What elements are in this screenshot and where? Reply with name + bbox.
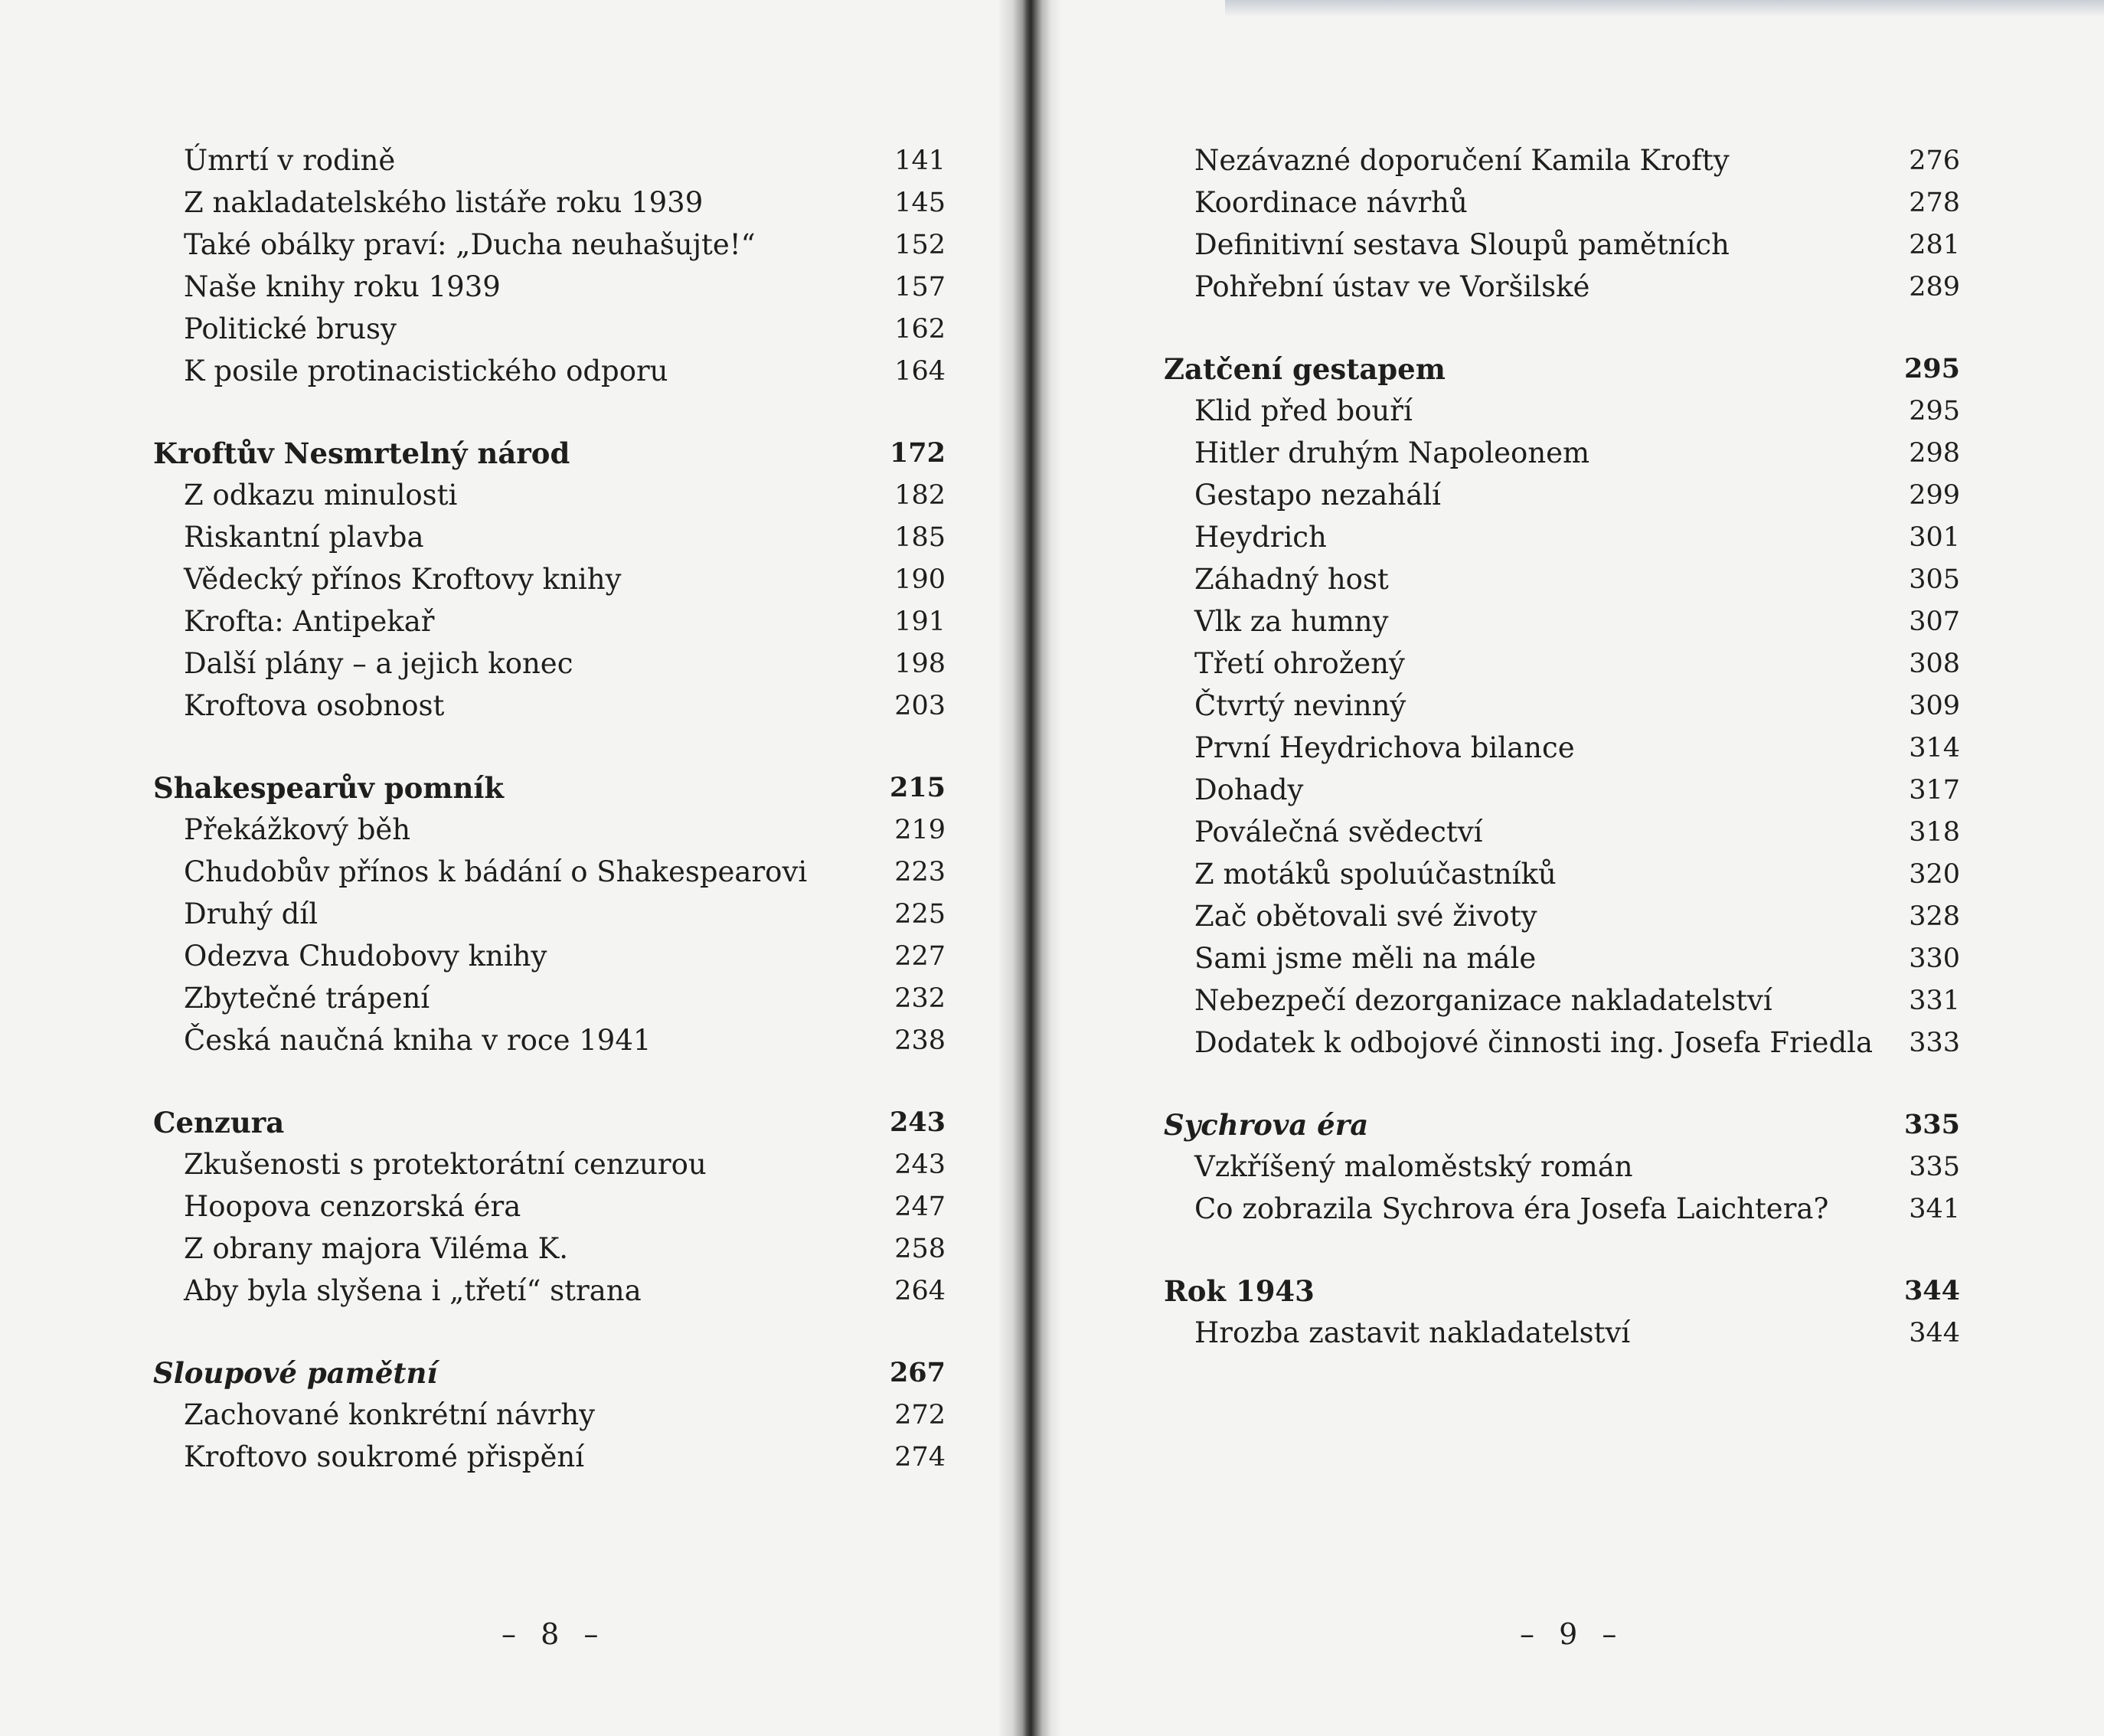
toc-entry	[1164, 1146, 1960, 1188]
toc-page-number: 223	[894, 857, 946, 888]
toc-title: Nezávazné doporučení Kamila Krofty	[1194, 144, 1730, 177]
toc-title: Rok 1943	[1164, 1274, 1315, 1308]
toc-title: Čtvrtý nevinný	[1194, 689, 1406, 722]
toc-page-number: 243	[889, 1107, 946, 1138]
toc-entry	[153, 936, 946, 978]
toc-title: Sloupové pamětní	[153, 1356, 438, 1390]
toc-title: Definitivní sestava Sloupů pamětních	[1194, 228, 1730, 261]
toc-entry	[1164, 433, 1960, 475]
toc-page-number: 198	[894, 649, 946, 679]
toc-page-number: 182	[894, 480, 946, 511]
toc-title: Hitler druhým Napoleonem	[1194, 436, 1590, 469]
toc-entry	[1164, 854, 1960, 896]
toc-title: Vědecký přínos Kroftovy knihy	[184, 563, 622, 596]
toc-right	[1164, 140, 1960, 1355]
toc-entry	[1164, 1313, 1960, 1355]
toc-page-number: 185	[894, 522, 946, 553]
toc-page-number: 328	[1909, 901, 1960, 932]
toc-page-number: 309	[1909, 691, 1960, 721]
toc-title: Dodatek k odbojové činnosti ing. Josefa Friedla	[1194, 1026, 1874, 1059]
toc-page-number: 330	[1909, 943, 1960, 974]
toc-page-number: 298	[1909, 438, 1960, 469]
toc-page-number: 264	[894, 1276, 946, 1306]
toc-title: Zatčení gestapem	[1164, 352, 1446, 386]
toc-title: Překážkový běh	[184, 813, 411, 846]
toc-entry	[1164, 770, 1960, 812]
toc-page-number: 320	[1909, 859, 1960, 890]
toc-title: Politické brusy	[184, 312, 397, 345]
toc-chapter	[1164, 348, 1960, 391]
toc-title: Poválečná svědectví	[1194, 816, 1483, 848]
toc-title: Sychrova éra	[1164, 1108, 1369, 1142]
toc-title: Naše knihy roku 1939	[184, 270, 501, 303]
toc-entry	[153, 1186, 946, 1228]
toc-title: Zbytečné trápení	[184, 982, 430, 1015]
toc-title: Také obálky praví: „Ducha neuhašujte!“	[184, 228, 756, 261]
toc-page-number: 258	[894, 1234, 946, 1264]
toc-entry	[153, 517, 946, 559]
toc-title: Vlk za humny	[1194, 605, 1389, 638]
toc-page-number: 190	[894, 564, 946, 595]
toc-entry	[1164, 938, 1960, 980]
toc-page-number: 289	[1909, 272, 1960, 302]
toc-title: Riskantní plavba	[184, 521, 424, 554]
toc-chapter	[1164, 1104, 1960, 1146]
toc-entry	[153, 140, 946, 182]
toc-chapter	[1164, 1270, 1960, 1313]
toc-entry	[153, 1437, 946, 1479]
toc-left	[153, 140, 946, 1479]
toc-page-number: 299	[1909, 480, 1960, 511]
toc-title: Záhadný host	[1194, 563, 1389, 596]
toc-entry	[153, 266, 946, 309]
toc-chapter	[153, 433, 946, 475]
toc-page-number: 305	[1909, 564, 1960, 595]
toc-entry	[153, 809, 946, 852]
toc-page-number: 276	[1909, 145, 1960, 176]
toc-page-number: 281	[1909, 230, 1960, 260]
toc-entry	[153, 1144, 946, 1186]
toc-title: Sami jsme měli na mále	[1194, 942, 1537, 975]
toc-page-number: 162	[894, 314, 946, 345]
toc-title: Pohřební ústav ve Voršilské	[1194, 270, 1590, 303]
toc-title: Úmrtí v rodině	[184, 144, 396, 177]
page-number-left: – 8 –	[501, 1617, 606, 1651]
toc-title: Gestapo nezahálí	[1194, 479, 1441, 512]
toc-page-number: 308	[1909, 649, 1960, 679]
toc-page-number: 247	[894, 1192, 946, 1222]
toc-title: Heydrich	[1194, 521, 1327, 554]
toc-chapter	[153, 1102, 946, 1144]
toc-title: Hrozba zastavit nakladatelství	[1194, 1316, 1631, 1349]
toc-page-number: 335	[1903, 1109, 1960, 1140]
toc-title: První Heydrichova bilance	[1194, 731, 1575, 764]
toc-title: Zachované konkrétní návrhy	[184, 1398, 596, 1431]
toc-title: K posile protinacistického odporu	[184, 355, 668, 387]
toc-entry	[153, 685, 946, 727]
toc-entry	[1164, 727, 1960, 770]
toc-page-number: 272	[894, 1400, 946, 1430]
book-gutter	[999, 0, 1060, 1736]
toc-chapter	[153, 767, 946, 809]
page-number-right: – 9 –	[1520, 1617, 1625, 1651]
toc-entry	[153, 309, 946, 351]
toc-title: Z odkazu minulosti	[184, 479, 458, 512]
toc-entry	[153, 182, 946, 224]
toc-entry	[1164, 266, 1960, 309]
toc-title: Dohady	[1194, 773, 1304, 806]
toc-entry	[1164, 475, 1960, 517]
toc-entry	[153, 1270, 946, 1313]
toc-page-number: 295	[1903, 353, 1960, 384]
toc-entry	[153, 475, 946, 517]
toc-entry	[153, 224, 946, 266]
toc-title: Odezva Chudobovy knihy	[184, 940, 547, 973]
toc-page-number: 314	[1909, 733, 1960, 763]
toc-page-number: 164	[894, 356, 946, 387]
toc-page-number: 215	[889, 772, 946, 803]
toc-entry	[1164, 980, 1960, 1022]
toc-title: Vzkříšený maloměstský román	[1194, 1150, 1633, 1183]
toc-page-number: 344	[1903, 1275, 1960, 1306]
toc-chapter	[153, 1352, 946, 1394]
toc-entry	[153, 1228, 946, 1270]
toc-entry	[1164, 643, 1960, 685]
toc-page-number: 145	[894, 188, 946, 218]
toc-page-number: 341	[1909, 1194, 1960, 1224]
toc-page-number: 219	[894, 815, 946, 845]
toc-entry	[1164, 517, 1960, 559]
toc-entry	[1164, 896, 1960, 938]
toc-entry	[153, 351, 946, 393]
toc-entry	[153, 852, 946, 894]
toc-page-number: 232	[894, 983, 946, 1014]
toc-entry	[153, 643, 946, 685]
toc-title: Česká naučná kniha v roce 1941	[184, 1024, 652, 1057]
toc-page-number: 278	[1909, 188, 1960, 218]
toc-title: Zač obětovali své životy	[1194, 900, 1537, 933]
toc-title: Kroftův Nesmrtelný národ	[153, 436, 570, 470]
toc-title: Klid před bouří	[1194, 394, 1413, 427]
toc-page-number: 157	[894, 272, 946, 302]
toc-title: Krofta: Antipekař	[184, 605, 435, 638]
toc-page-number: 203	[894, 691, 946, 721]
toc-page-number: 238	[894, 1025, 946, 1056]
toc-title: Chudobův přínos k bádání o Shakespearovi	[184, 855, 808, 888]
toc-entry	[153, 559, 946, 601]
toc-title: Co zobrazila Sychrova éra Josefa Laichtera?	[1194, 1192, 1829, 1225]
toc-page-number: 225	[894, 899, 946, 930]
toc-page-number: 307	[1909, 606, 1960, 637]
toc-title: Aby byla slyšena i „třetí“ strana	[184, 1274, 642, 1307]
toc-entry	[1164, 391, 1960, 433]
toc-title: Zkušenosti s protektorátní cenzurou	[184, 1148, 707, 1181]
toc-title: Další plány – a jejich konec	[184, 647, 573, 680]
toc-page-number: 344	[1909, 1318, 1960, 1349]
scan-edge	[1225, 0, 2104, 17]
toc-entry	[1164, 224, 1960, 266]
toc-entry	[1164, 140, 1960, 182]
toc-page-number: 152	[894, 230, 946, 260]
toc-page-number: 274	[894, 1442, 946, 1473]
toc-entry	[1164, 812, 1960, 854]
toc-entry	[153, 601, 946, 643]
toc-page-number: 333	[1909, 1028, 1960, 1058]
toc-entry	[1164, 601, 1960, 643]
toc-entry	[1164, 182, 1960, 224]
toc-page-number: 141	[894, 145, 946, 176]
toc-entry	[1164, 685, 1960, 727]
toc-entry	[1164, 1188, 1960, 1231]
toc-entry	[153, 894, 946, 936]
toc-entry	[1164, 1022, 1960, 1064]
toc-title: Z obrany majora Viléma K.	[184, 1232, 569, 1265]
toc-title: Hoopova cenzorská éra	[184, 1190, 521, 1223]
toc-page-number: 331	[1909, 986, 1960, 1016]
toc-title: Kroftova osobnost	[184, 689, 445, 722]
toc-title: Shakespearův pomník	[153, 771, 505, 805]
toc-title: Druhý díl	[184, 897, 319, 930]
toc-entry	[153, 1394, 946, 1437]
toc-entry	[153, 978, 946, 1020]
toc-title: Třetí ohrožený	[1194, 647, 1405, 680]
toc-page-number: 191	[894, 606, 946, 637]
toc-page-number: 317	[1909, 775, 1960, 806]
toc-page-number: 227	[894, 941, 946, 972]
toc-title: Z nakladatelského listáře roku 1939	[184, 186, 704, 219]
toc-title: Nebezpečí dezorganizace nakladatelství	[1194, 984, 1772, 1017]
toc-title: Z motáků spoluúčastníků	[1194, 858, 1557, 891]
toc-page-number: 295	[1909, 396, 1960, 427]
toc-page-number: 267	[889, 1357, 946, 1388]
toc-entry	[1164, 559, 1960, 601]
toc-entry	[153, 1020, 946, 1062]
toc-page-number: 243	[894, 1149, 946, 1180]
toc-title: Cenzura	[153, 1106, 285, 1139]
toc-page-number: 172	[889, 437, 946, 469]
toc-page-number: 318	[1909, 817, 1960, 848]
toc-title: Kroftovo soukromé přispění	[184, 1440, 585, 1473]
toc-title: Koordinace návrhů	[1194, 186, 1468, 219]
toc-page-number: 335	[1909, 1152, 1960, 1182]
toc-page-number: 301	[1909, 522, 1960, 553]
